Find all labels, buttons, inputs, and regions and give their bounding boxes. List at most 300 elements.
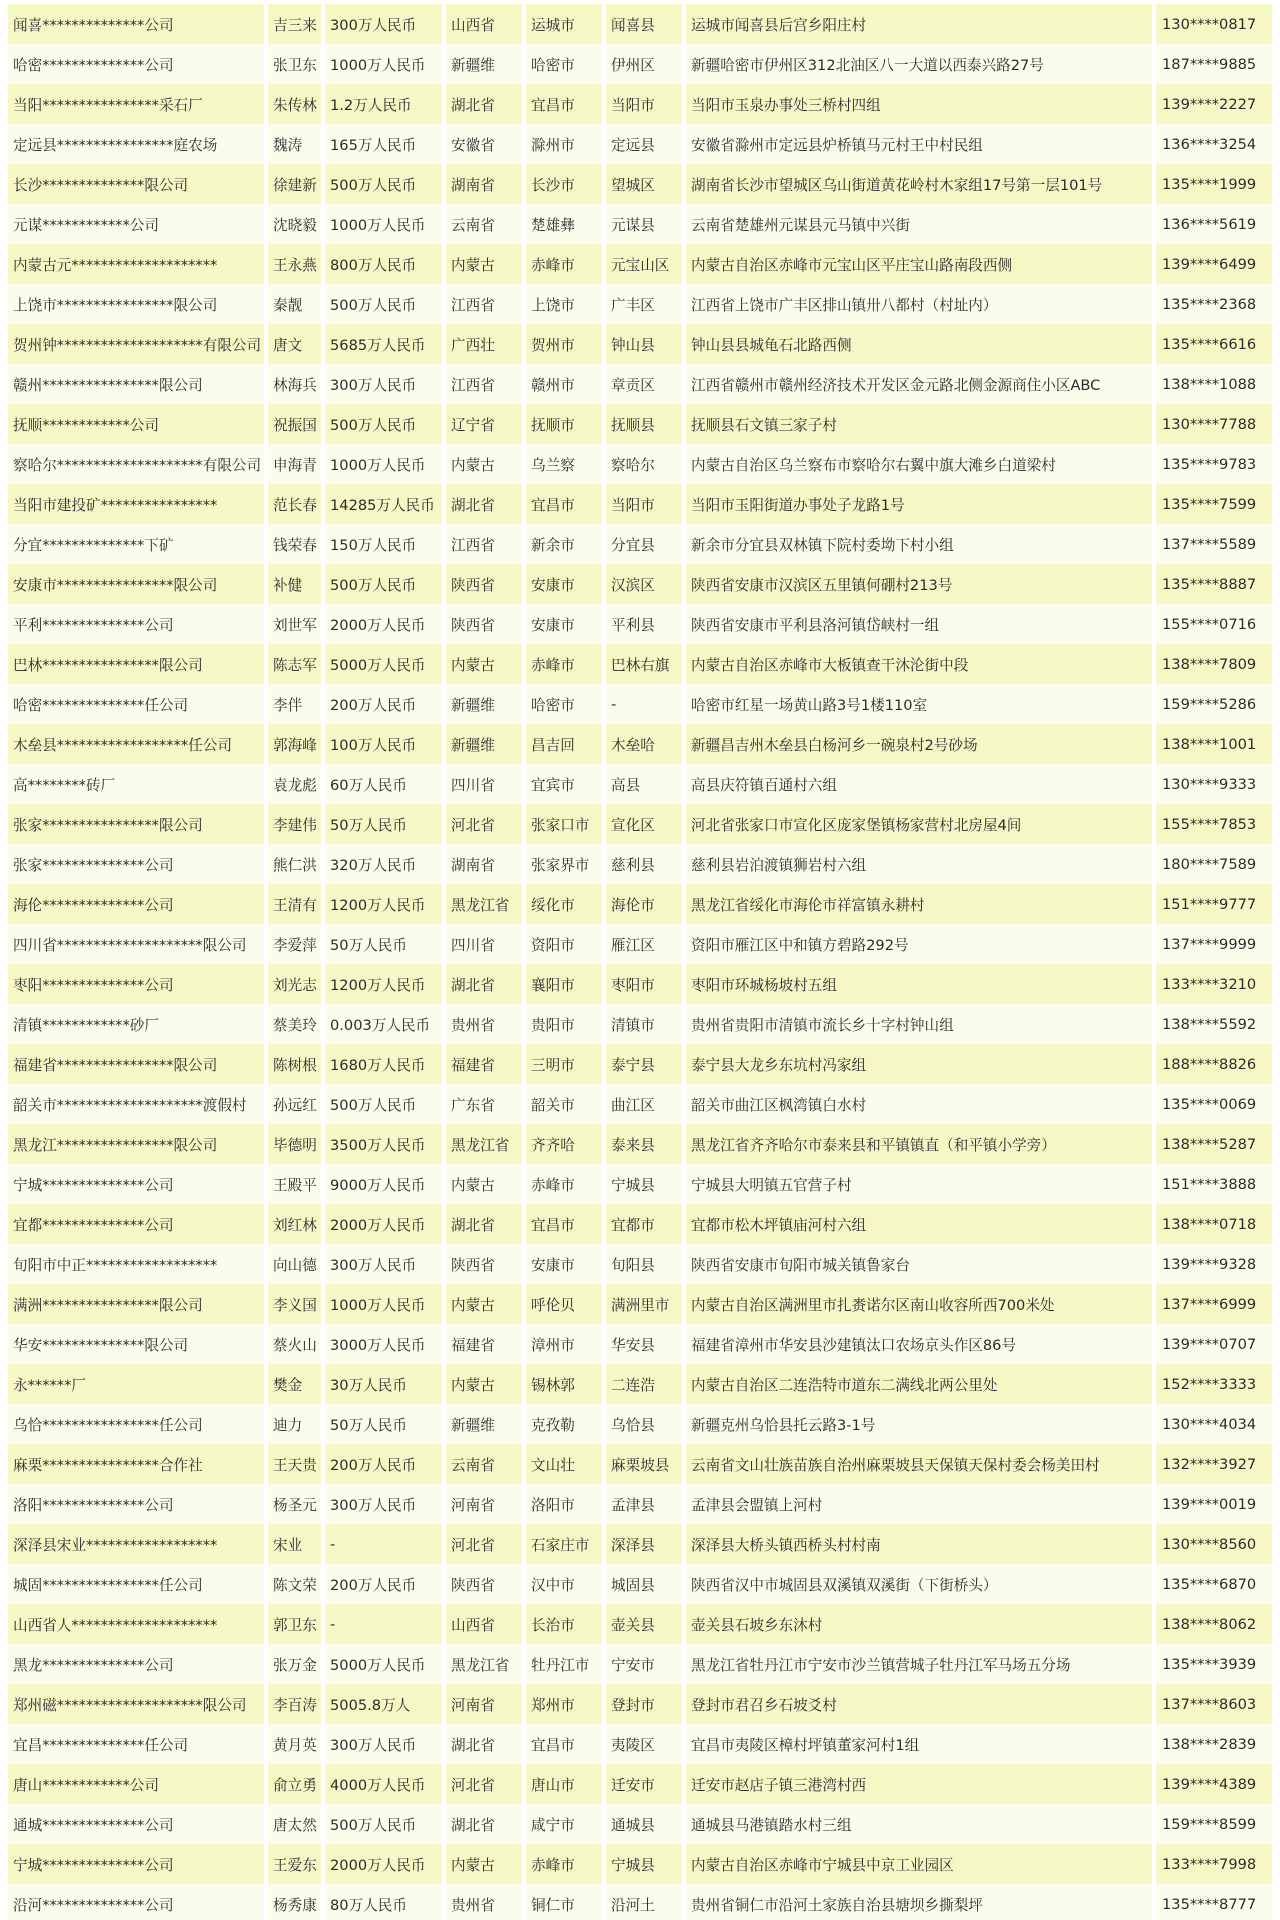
district-cell: 察哈尔 [606, 444, 682, 484]
table-row [8, 1404, 1272, 1444]
registered-capital-cell: 50万人民币 [325, 924, 442, 964]
address-cell: 陕西省安康市旬阳市城关镇鲁家台 [686, 1244, 1152, 1284]
company-name-cell: 山西省人******************** [8, 1604, 264, 1644]
district-cell: 沿河土 [606, 1884, 682, 1920]
legal-person-cell: 补健 [268, 564, 321, 604]
city-cell: 安康市 [526, 1244, 602, 1284]
address-cell: 迁安市赵店子镇三港湾村西 [686, 1764, 1152, 1804]
district-cell: 壶关县 [606, 1604, 682, 1644]
company-name-cell: 旬阳市中正****************** [8, 1244, 264, 1284]
registered-capital-cell: 200万人民币 [325, 684, 442, 724]
address-cell: 宁城县大明镇五官营子村 [686, 1164, 1152, 1204]
district-cell: 雁江区 [606, 924, 682, 964]
district-cell: - [606, 684, 682, 724]
legal-person-cell: 陈志军 [268, 644, 321, 684]
legal-person-cell: 俞立勇 [268, 1764, 321, 1804]
table-row [8, 1844, 1272, 1884]
address-cell: 河北省张家口市宣化区庞家堡镇杨家营村北房屋4间 [686, 804, 1152, 844]
city-cell: 张家口市 [526, 804, 602, 844]
registered-capital-cell: 1000万人民币 [325, 1284, 442, 1324]
address-cell: 泰宁县大龙乡东坑村冯家组 [686, 1044, 1152, 1084]
table-row [8, 884, 1272, 924]
city-cell: 贵阳市 [526, 1004, 602, 1044]
legal-person-cell: 唐太然 [268, 1804, 321, 1844]
district-cell: 元宝山区 [606, 244, 682, 284]
address-cell: 慈利县岩泊渡镇狮岩村六组 [686, 844, 1152, 884]
table-row [8, 1124, 1272, 1164]
district-cell: 登封市 [606, 1684, 682, 1724]
legal-person-cell: 王清有 [268, 884, 321, 924]
city-cell: 呼伦贝 [526, 1284, 602, 1324]
company-name-cell: 宜都**************公司 [8, 1204, 264, 1244]
phone-cell: 139****2227 [1156, 84, 1272, 124]
address-cell: 江西省上饶市广丰区排山镇卅八都村（村址内） [686, 284, 1152, 324]
registered-capital-cell: 1000万人民币 [325, 204, 442, 244]
table-row [8, 284, 1272, 324]
registered-capital-cell: 3000万人民币 [325, 1324, 442, 1364]
province-cell: 湖北省 [446, 484, 522, 524]
city-cell: 赤峰市 [526, 644, 602, 684]
address-cell: 贵州省贵阳市清镇市流长乡十字村钟山组 [686, 1004, 1152, 1044]
table-row [8, 1164, 1272, 1204]
address-cell: 新疆哈密市伊州区312北油区八一大道以西泰兴路27号 [686, 44, 1152, 84]
city-cell: 铜仁市 [526, 1884, 602, 1920]
address-cell: 内蒙古自治区赤峰市大板镇查干沐沦街中段 [686, 644, 1152, 684]
city-cell: 安康市 [526, 604, 602, 644]
address-cell: 黑龙江省齐齐哈尔市泰来县和平镇镇直（和平镇小学旁） [686, 1124, 1152, 1164]
table-row [8, 44, 1272, 84]
district-cell: 满洲里市 [606, 1284, 682, 1324]
registered-capital-cell: 800万人民币 [325, 244, 442, 284]
address-cell: 陕西省安康市平利县洛河镇岱峡村一组 [686, 604, 1152, 644]
phone-cell: 138****1001 [1156, 724, 1272, 764]
table-row [8, 844, 1272, 884]
district-cell: 闻喜县 [606, 4, 682, 44]
table-row [8, 1084, 1272, 1124]
address-cell: 内蒙古自治区满洲里市扎赉诺尔区南山收容所西700米处 [686, 1284, 1152, 1324]
company-name-cell: 四川省********************限公司 [8, 924, 264, 964]
address-cell: 福建省漳州市华安县沙建镇汰口农场京头作区86号 [686, 1324, 1152, 1364]
legal-person-cell: 李伴 [268, 684, 321, 724]
phone-cell: 135****7599 [1156, 484, 1272, 524]
city-cell: 漳州市 [526, 1324, 602, 1364]
phone-cell: 135****8777 [1156, 1884, 1272, 1920]
phone-cell: 130****9333 [1156, 764, 1272, 804]
company-name-cell: 高********砖厂 [8, 764, 264, 804]
phone-cell: 138****5287 [1156, 1124, 1272, 1164]
district-cell: 曲江区 [606, 1084, 682, 1124]
district-cell: 宁城县 [606, 1164, 682, 1204]
phone-cell: 130****0817 [1156, 4, 1272, 44]
company-name-cell: 闻喜**************公司 [8, 4, 264, 44]
phone-cell: 130****7788 [1156, 404, 1272, 444]
district-cell: 华安县 [606, 1324, 682, 1364]
registered-capital-cell: 30万人民币 [325, 1364, 442, 1404]
legal-person-cell: 陈树根 [268, 1044, 321, 1084]
registered-capital-cell: 9000万人民币 [325, 1164, 442, 1204]
company-name-cell: 永******厂 [8, 1364, 264, 1404]
address-cell: 安徽省滁州市定远县炉桥镇马元村王中村民组 [686, 124, 1152, 164]
phone-cell: 187****9885 [1156, 44, 1272, 84]
district-cell: 钟山县 [606, 324, 682, 364]
district-cell: 通城县 [606, 1804, 682, 1844]
province-cell: 河南省 [446, 1684, 522, 1724]
registered-capital-cell: 100万人民币 [325, 724, 442, 764]
legal-person-cell: 向山德 [268, 1244, 321, 1284]
phone-cell: 137****5589 [1156, 524, 1272, 564]
city-cell: 宜昌市 [526, 1724, 602, 1764]
legal-person-cell: 秦靓 [268, 284, 321, 324]
district-cell: 宜都市 [606, 1204, 682, 1244]
company-name-cell: 察哈尔********************有限公司 [8, 444, 264, 484]
company-name-cell: 满洲****************限公司 [8, 1284, 264, 1324]
legal-person-cell: 林海兵 [268, 364, 321, 404]
phone-cell: 139****4389 [1156, 1764, 1272, 1804]
legal-person-cell: 魏涛 [268, 124, 321, 164]
city-cell: 哈密市 [526, 684, 602, 724]
records-table [4, 4, 1276, 1920]
registered-capital-cell: 500万人民币 [325, 564, 442, 604]
province-cell: 黑龙江省 [446, 1644, 522, 1684]
city-cell: 张家界市 [526, 844, 602, 884]
province-cell: 辽宁省 [446, 404, 522, 444]
phone-cell: 130****8560 [1156, 1524, 1272, 1564]
table-row [8, 1804, 1272, 1844]
legal-person-cell: 唐文 [268, 324, 321, 364]
province-cell: 湖南省 [446, 164, 522, 204]
table-row [8, 1604, 1272, 1644]
province-cell: 内蒙古 [446, 244, 522, 284]
province-cell: 内蒙古 [446, 1364, 522, 1404]
legal-person-cell: 孙远红 [268, 1084, 321, 1124]
company-name-cell: 分宜**************下矿 [8, 524, 264, 564]
records-body [8, 4, 1272, 1920]
city-cell: 长沙市 [526, 164, 602, 204]
table-row [8, 1244, 1272, 1284]
address-cell: 新疆昌吉州木垒县白杨河乡一碗泉村2号砂场 [686, 724, 1152, 764]
city-cell: 襄阳市 [526, 964, 602, 1004]
city-cell: 昌吉回 [526, 724, 602, 764]
address-cell: 运城市闻喜县后宫乡阳庄村 [686, 4, 1152, 44]
company-name-cell: 福建省****************限公司 [8, 1044, 264, 1084]
city-cell: 齐齐哈 [526, 1124, 602, 1164]
legal-person-cell: 钱荣春 [268, 524, 321, 564]
city-cell: 克孜勒 [526, 1404, 602, 1444]
province-cell: 广西壮 [446, 324, 522, 364]
address-cell: 云南省文山壮族苗族自治州麻栗坡县天保镇天保村委会杨美田村 [686, 1444, 1152, 1484]
legal-person-cell: 张卫东 [268, 44, 321, 84]
city-cell: 安康市 [526, 564, 602, 604]
province-cell: 四川省 [446, 924, 522, 964]
phone-cell: 159****5286 [1156, 684, 1272, 724]
district-cell: 二连浩 [606, 1364, 682, 1404]
district-cell: 广丰区 [606, 284, 682, 324]
address-cell: 黑龙江省牡丹江市宁安市沙兰镇营城子牡丹江军马场五分场 [686, 1644, 1152, 1684]
district-cell: 迁安市 [606, 1764, 682, 1804]
company-name-cell: 麻栗****************合作社 [8, 1444, 264, 1484]
registered-capital-cell: 2000万人民币 [325, 1844, 442, 1884]
table-row [8, 684, 1272, 724]
legal-person-cell: 毕德明 [268, 1124, 321, 1164]
registered-capital-cell: 2000万人民币 [325, 604, 442, 644]
district-cell: 高县 [606, 764, 682, 804]
city-cell: 哈密市 [526, 44, 602, 84]
company-name-cell: 海伦**************公司 [8, 884, 264, 924]
province-cell: 内蒙古 [446, 644, 522, 684]
address-cell: 江西省赣州市赣州经济技术开发区金元路北侧金源商住小区ABC [686, 364, 1152, 404]
district-cell: 乌恰县 [606, 1404, 682, 1444]
district-cell: 元谋县 [606, 204, 682, 244]
legal-person-cell: 王爱东 [268, 1844, 321, 1884]
registered-capital-cell: 1.2万人民币 [325, 84, 442, 124]
legal-person-cell: 黄月英 [268, 1724, 321, 1764]
province-cell: 陕西省 [446, 604, 522, 644]
phone-cell: 139****0019 [1156, 1484, 1272, 1524]
district-cell: 伊州区 [606, 44, 682, 84]
registered-capital-cell: 200万人民币 [325, 1444, 442, 1484]
district-cell: 宣化区 [606, 804, 682, 844]
city-cell: 郑州市 [526, 1684, 602, 1724]
company-name-cell: 当阳****************采石厂 [8, 84, 264, 124]
table-row [8, 644, 1272, 684]
registered-capital-cell: 1000万人民币 [325, 44, 442, 84]
district-cell: 深泽县 [606, 1524, 682, 1564]
city-cell: 韶关市 [526, 1084, 602, 1124]
province-cell: 山西省 [446, 4, 522, 44]
province-cell: 山西省 [446, 1604, 522, 1644]
legal-person-cell: 陈文荣 [268, 1564, 321, 1604]
phone-cell: 135****8887 [1156, 564, 1272, 604]
phone-cell: 138****5592 [1156, 1004, 1272, 1044]
city-cell: 汉中市 [526, 1564, 602, 1604]
registered-capital-cell: 300万人民币 [325, 1724, 442, 1764]
registered-capital-cell: 1000万人民币 [325, 444, 442, 484]
legal-person-cell: 蔡火山 [268, 1324, 321, 1364]
phone-cell: 136****5619 [1156, 204, 1272, 244]
province-cell: 云南省 [446, 1444, 522, 1484]
company-name-cell: 城固****************任公司 [8, 1564, 264, 1604]
city-cell: 赣州市 [526, 364, 602, 404]
province-cell: 湖北省 [446, 1804, 522, 1844]
company-name-cell: 黑龙**************公司 [8, 1644, 264, 1684]
address-cell: 陕西省汉中市城固县双溪镇双溪街（下街桥头） [686, 1564, 1152, 1604]
address-cell: 壶关县石坡乡东沐村 [686, 1604, 1152, 1644]
address-cell: 湖南省长沙市望城区乌山街道黄花岭村木家组17号第一层101号 [686, 164, 1152, 204]
city-cell: 宜宾市 [526, 764, 602, 804]
table-row [8, 1644, 1272, 1684]
company-name-cell: 抚顺************公司 [8, 404, 264, 444]
city-cell: 文山壮 [526, 1444, 602, 1484]
table-row [8, 1724, 1272, 1764]
registered-capital-cell: 2000万人民币 [325, 1204, 442, 1244]
company-name-cell: 黑龙江****************限公司 [8, 1124, 264, 1164]
legal-person-cell: 吉三来 [268, 4, 321, 44]
phone-cell: 136****3254 [1156, 124, 1272, 164]
registered-capital-cell: - [325, 1524, 442, 1564]
table-row [8, 524, 1272, 564]
legal-person-cell: 徐建新 [268, 164, 321, 204]
company-name-cell: 宁城**************公司 [8, 1164, 264, 1204]
registered-capital-cell: 500万人民币 [325, 1084, 442, 1124]
registered-capital-cell: 1200万人民币 [325, 884, 442, 924]
legal-person-cell: 刘红林 [268, 1204, 321, 1244]
company-name-cell: 上饶市****************限公司 [8, 284, 264, 324]
table-row [8, 1564, 1272, 1604]
province-cell: 河南省 [446, 1484, 522, 1524]
table-row [8, 164, 1272, 204]
registered-capital-cell: 50万人民币 [325, 804, 442, 844]
address-cell: 抚顺县石文镇三家子村 [686, 404, 1152, 444]
address-cell: 韶关市曲江区枫湾镇白水村 [686, 1084, 1152, 1124]
phone-cell: 155****0716 [1156, 604, 1272, 644]
registered-capital-cell: 5000万人民币 [325, 644, 442, 684]
registered-capital-cell: 320万人民币 [325, 844, 442, 884]
legal-person-cell: 樊金 [268, 1364, 321, 1404]
address-cell: 枣阳市环城杨坡村五组 [686, 964, 1152, 1004]
table-row [8, 1324, 1272, 1364]
registered-capital-cell: 150万人民币 [325, 524, 442, 564]
province-cell: 陕西省 [446, 1244, 522, 1284]
registered-capital-cell: 5000万人民币 [325, 1644, 442, 1684]
district-cell: 旬阳县 [606, 1244, 682, 1284]
city-cell: 抚顺市 [526, 404, 602, 444]
registered-capital-cell: 3500万人民币 [325, 1124, 442, 1164]
phone-cell: 180****7589 [1156, 844, 1272, 884]
table-row [8, 1684, 1272, 1724]
province-cell: 湖北省 [446, 1204, 522, 1244]
province-cell: 江西省 [446, 364, 522, 404]
company-name-cell: 长沙**************限公司 [8, 164, 264, 204]
province-cell: 安徽省 [446, 124, 522, 164]
address-cell: 宜都市松木坪镇庙河村六组 [686, 1204, 1152, 1244]
table-row [8, 604, 1272, 644]
address-cell: 高县庆符镇百通村六组 [686, 764, 1152, 804]
province-cell: 湖北省 [446, 964, 522, 1004]
address-cell: 当阳市玉阳街道办事处子龙路1号 [686, 484, 1152, 524]
company-name-cell: 深泽县宋业****************** [8, 1524, 264, 1564]
phone-cell: 133****3210 [1156, 964, 1272, 1004]
city-cell: 宜昌市 [526, 484, 602, 524]
province-cell: 贵州省 [446, 1004, 522, 1044]
district-cell: 巴林右旗 [606, 644, 682, 684]
company-name-cell: 木垒县******************任公司 [8, 724, 264, 764]
legal-person-cell: 申海青 [268, 444, 321, 484]
phone-cell: 138****7809 [1156, 644, 1272, 684]
phone-cell: 139****6499 [1156, 244, 1272, 284]
table-row [8, 84, 1272, 124]
city-cell: 宜昌市 [526, 1204, 602, 1244]
district-cell: 夷陵区 [606, 1724, 682, 1764]
registered-capital-cell: 5685万人民币 [325, 324, 442, 364]
legal-person-cell: 刘光志 [268, 964, 321, 1004]
province-cell: 内蒙古 [446, 1844, 522, 1884]
district-cell: 平利县 [606, 604, 682, 644]
legal-person-cell: 杨圣元 [268, 1484, 321, 1524]
province-cell: 新疆维 [446, 684, 522, 724]
table-row [8, 404, 1272, 444]
company-name-cell: 平利**************公司 [8, 604, 264, 644]
registered-capital-cell: 80万人民币 [325, 1884, 442, 1920]
table-row [8, 1364, 1272, 1404]
province-cell: 陕西省 [446, 1564, 522, 1604]
city-cell: 上饶市 [526, 284, 602, 324]
city-cell: 新余市 [526, 524, 602, 564]
phone-cell: 151****9777 [1156, 884, 1272, 924]
province-cell: 广东省 [446, 1084, 522, 1124]
district-cell: 当阳市 [606, 84, 682, 124]
province-cell: 新疆维 [446, 44, 522, 84]
legal-person-cell: 李百涛 [268, 1684, 321, 1724]
table-row [8, 1204, 1272, 1244]
city-cell: 锡林郭 [526, 1364, 602, 1404]
province-cell: 福建省 [446, 1044, 522, 1084]
registered-capital-cell: 4000万人民币 [325, 1764, 442, 1804]
company-name-cell: 沿河**************公司 [8, 1884, 264, 1920]
province-cell: 内蒙古 [446, 1284, 522, 1324]
company-name-cell: 哈密**************公司 [8, 44, 264, 84]
city-cell: 滁州市 [526, 124, 602, 164]
phone-cell: 138****2839 [1156, 1724, 1272, 1764]
city-cell: 贺州市 [526, 324, 602, 364]
city-cell: 资阳市 [526, 924, 602, 964]
phone-cell: 159****8599 [1156, 1804, 1272, 1844]
phone-cell: 135****2368 [1156, 284, 1272, 324]
district-cell: 城固县 [606, 1564, 682, 1604]
phone-cell: 135****0069 [1156, 1084, 1272, 1124]
city-cell: 长治市 [526, 1604, 602, 1644]
phone-cell: 139****9328 [1156, 1244, 1272, 1284]
table-row [8, 364, 1272, 404]
province-cell: 河北省 [446, 1764, 522, 1804]
company-name-cell: 枣阳**************公司 [8, 964, 264, 1004]
company-name-cell: 定远县****************庭农场 [8, 124, 264, 164]
city-cell: 唐山市 [526, 1764, 602, 1804]
address-cell: 内蒙古自治区赤峰市元宝山区平庄宝山路南段西侧 [686, 244, 1152, 284]
city-cell: 运城市 [526, 4, 602, 44]
legal-person-cell: 王殿平 [268, 1164, 321, 1204]
legal-person-cell: 宋业 [268, 1524, 321, 1564]
phone-cell: 137****8603 [1156, 1684, 1272, 1724]
legal-person-cell: 李义国 [268, 1284, 321, 1324]
company-name-cell: 乌恰****************任公司 [8, 1404, 264, 1444]
company-name-cell: 韶关市********************渡假村 [8, 1084, 264, 1124]
phone-cell: 135****9783 [1156, 444, 1272, 484]
district-cell: 孟津县 [606, 1484, 682, 1524]
province-cell: 四川省 [446, 764, 522, 804]
company-name-cell: 洛阳**************公司 [8, 1484, 264, 1524]
district-cell: 泰来县 [606, 1124, 682, 1164]
registered-capital-cell: 300万人民币 [325, 1484, 442, 1524]
district-cell: 木垒哈 [606, 724, 682, 764]
district-cell: 章贡区 [606, 364, 682, 404]
registered-capital-cell: 500万人民币 [325, 1804, 442, 1844]
legal-person-cell: 郭海峰 [268, 724, 321, 764]
phone-cell: 151****3888 [1156, 1164, 1272, 1204]
company-name-cell: 当阳市建投矿**************** [8, 484, 264, 524]
district-cell: 海伦市 [606, 884, 682, 924]
city-cell: 楚雄彝 [526, 204, 602, 244]
company-name-cell: 宜昌**************任公司 [8, 1724, 264, 1764]
table-row [8, 324, 1272, 364]
city-cell: 绥化市 [526, 884, 602, 924]
province-cell: 新疆维 [446, 724, 522, 764]
company-name-cell: 安康市****************限公司 [8, 564, 264, 604]
province-cell: 湖南省 [446, 844, 522, 884]
company-name-cell: 哈密**************任公司 [8, 684, 264, 724]
phone-cell: 130****4034 [1156, 1404, 1272, 1444]
company-name-cell: 通城**************公司 [8, 1804, 264, 1844]
table-row [8, 444, 1272, 484]
